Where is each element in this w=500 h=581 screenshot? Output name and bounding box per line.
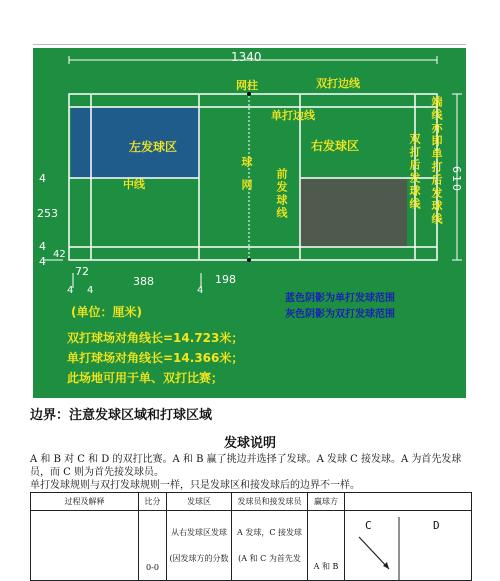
cell-score: 0-0 [139,511,167,581]
court-width-label: 610 [450,166,463,193]
side-lane-label-mid: 4 [39,240,46,253]
front-service-label: 198 [215,273,236,286]
doubles-service-shade [300,179,407,247]
section-subheading: 发球说明 [223,436,276,451]
section-heading: 边界：注意发球区域和打球区域 [30,408,213,423]
cell-service-court [167,511,232,581]
singles-diagonal-note: 单打球场对角线长=14.366米； [67,351,244,365]
doubles-diagonal-note: 双打球场对角线长=14.723米； [67,331,244,345]
cell-winner: A 和 B [308,511,345,581]
side-lane-label-top: 4 [39,172,46,185]
legend-doubles: 灰色阴影为双打发球范围 [285,309,395,320]
cell-players-line2: (A 和 C 为首先发 [238,554,301,563]
court-diagram [33,48,466,398]
cell-service-court-line2: (因发球方的分数 [169,554,229,563]
doubles-back-service-line-label: 双打后发球线 [408,133,421,211]
net-post-label: 网柱 [236,79,258,92]
side-lane-label-b1: 4 [67,285,74,296]
front-service-line-label: 前发球线 [275,168,288,220]
cell-service-court-line1: 从右发球区发球 [171,528,227,537]
side-lane-label-b2: 4 [87,285,94,296]
header-diagram [345,493,472,511]
usage-note: 此场地可用于单、双打比赛； [67,371,224,385]
table-header-row [31,493,472,511]
table-row [31,511,472,581]
paragraph-singles: 单打发球规则与双打发球规则一样，只是发球区和接发球后的边界不一样。 [30,480,360,491]
header-process: 过程及解释 [31,493,139,511]
service-depth-label: 253 [37,207,58,220]
court-lines [33,48,466,398]
diagram-label-c: C [365,519,372,532]
back-service-label: 72 [75,265,89,278]
left-service-court-label: 左发球区 [129,140,178,154]
service-length-label: 388 [133,275,154,288]
singles-sideline-label: 单打边线 [271,109,315,122]
net-post-right [247,258,251,262]
cell-process [31,511,139,581]
header-service-court: 发球区 [167,493,232,511]
header-players: 发球员和接发球员 [232,493,308,511]
header-winner: 赢球方 [308,493,345,511]
cell-diagram [345,511,472,581]
net-label: 球网 [240,156,253,202]
diagram-label-d: D [433,519,440,532]
side-lane-label-b3: 4 [197,285,204,296]
legend-singles: 蓝色阴影为单打发球范围 [285,293,395,304]
center-line-label: 中线 [123,178,145,191]
net-post-left [247,92,251,96]
header-score: 比分 [139,493,167,511]
paragraph-doubles: A 和 B 对 C 和 D 的双打比赛。A 和 B 赢了挑边并选择了发球。A 发球 C 接发球。A 为首先发球员，而 C 则为首先接发球员。 [30,454,462,478]
doubles-sideline-label: 双打边线 [316,77,360,90]
unit-note: (单位：厘米) [71,305,142,319]
back-gap-label: 42 [53,249,66,260]
cell-players-line1: A 发球，C 接发球 [237,528,302,537]
serve-table [30,492,472,581]
serve-diagram [345,511,471,581]
header-rule [33,44,466,45]
total-length-label: 1340 [231,50,262,64]
side-lane-label-bottom: 4 [39,255,46,268]
cell-players [232,511,308,581]
right-service-court-label: 右发球区 [311,139,360,153]
end-line-note-label: 端线亦即单打后发球线 [430,96,443,226]
